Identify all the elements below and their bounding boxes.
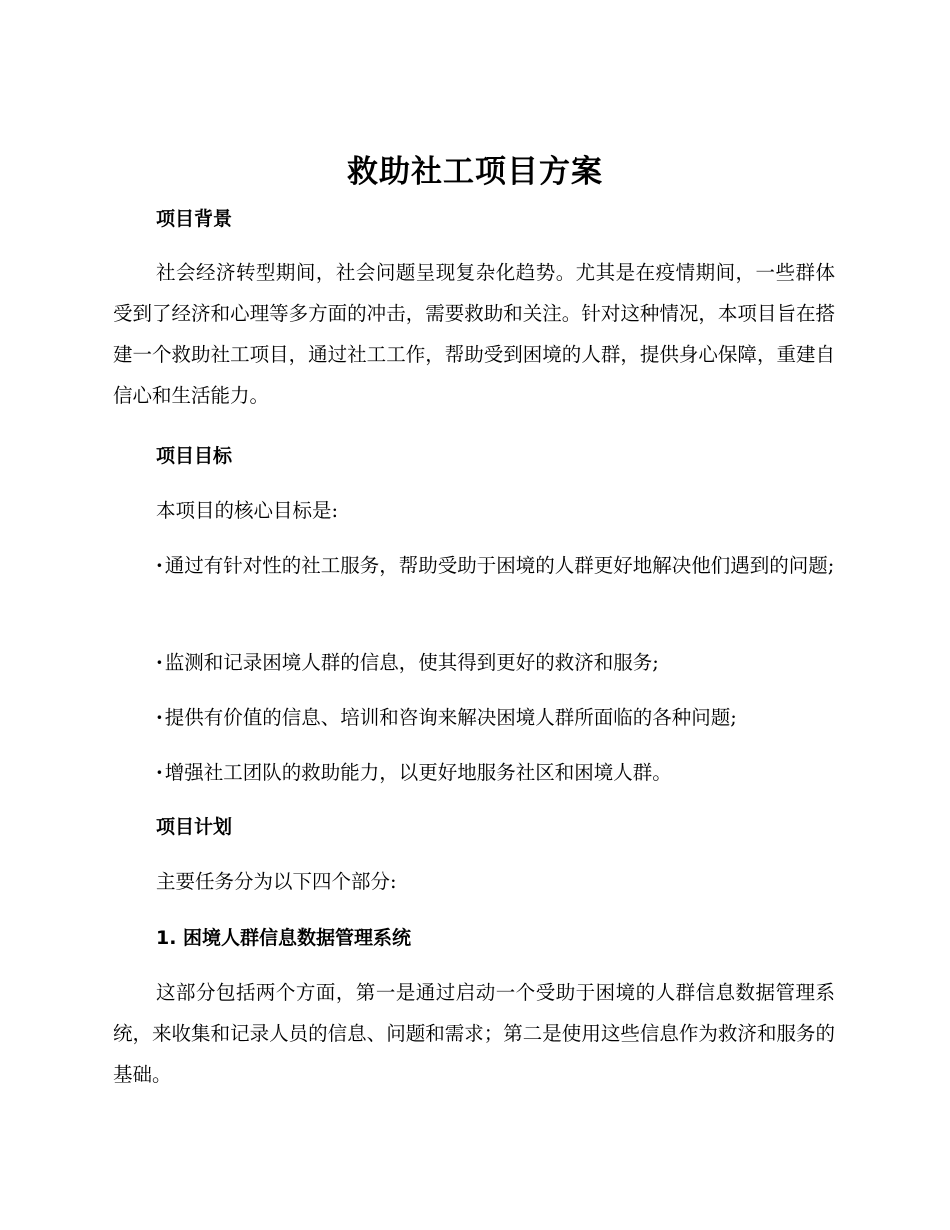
document-title: 救助社工项目方案 xyxy=(347,154,603,190)
plan-intro: 主要任务分为以下四个部分: xyxy=(156,870,397,893)
plan-part1-heading: 1. 困境人群信息数据管理系统 xyxy=(156,927,412,949)
goal-item-1: · 通过有针对性的社工服务，帮助受助于困境的人群更好地解决他们遇到的问题; xyxy=(113,545,835,586)
goal-item-4: · 增强社工团队的救助能力，以更好地服务社区和困境人群。 xyxy=(113,752,835,793)
goal-item-3: · 提供有价值的信息、培训和咨询来解决困境人群所面临的各种问题; xyxy=(113,697,835,738)
goal-item-2: · 监测和记录困境人群的信息，使其得到更好的救济和服务; xyxy=(113,642,835,683)
background-paragraph: 社会经济转型期间，社会问题呈现复杂化趋势。尤其是在疫情期间，一些群体受到了经济和心理等多方面的冲击，需要救助和关注。针对这种情况，本项目旨在搭建一个救助社工项目，通过社工工作，帮助受到困境的人群，提供身心保障，重建自信心和生活能力。 xyxy=(113,261,835,407)
section-heading-plan: 项目计划 xyxy=(156,816,233,838)
section-heading-goals: 项目目标 xyxy=(156,445,233,467)
goals-intro: 本项目的核心目标是: xyxy=(156,499,339,522)
section-heading-background: 项目背景 xyxy=(156,208,233,230)
plan-part1-paragraph: 这部分包括两个方面，第一是通过启动一个受助于困境的人群信息数据管理系统，来收集和记录人员的信息、问题和需求；第二是使用这些信息作为救济和服务的基础。 xyxy=(113,981,835,1086)
